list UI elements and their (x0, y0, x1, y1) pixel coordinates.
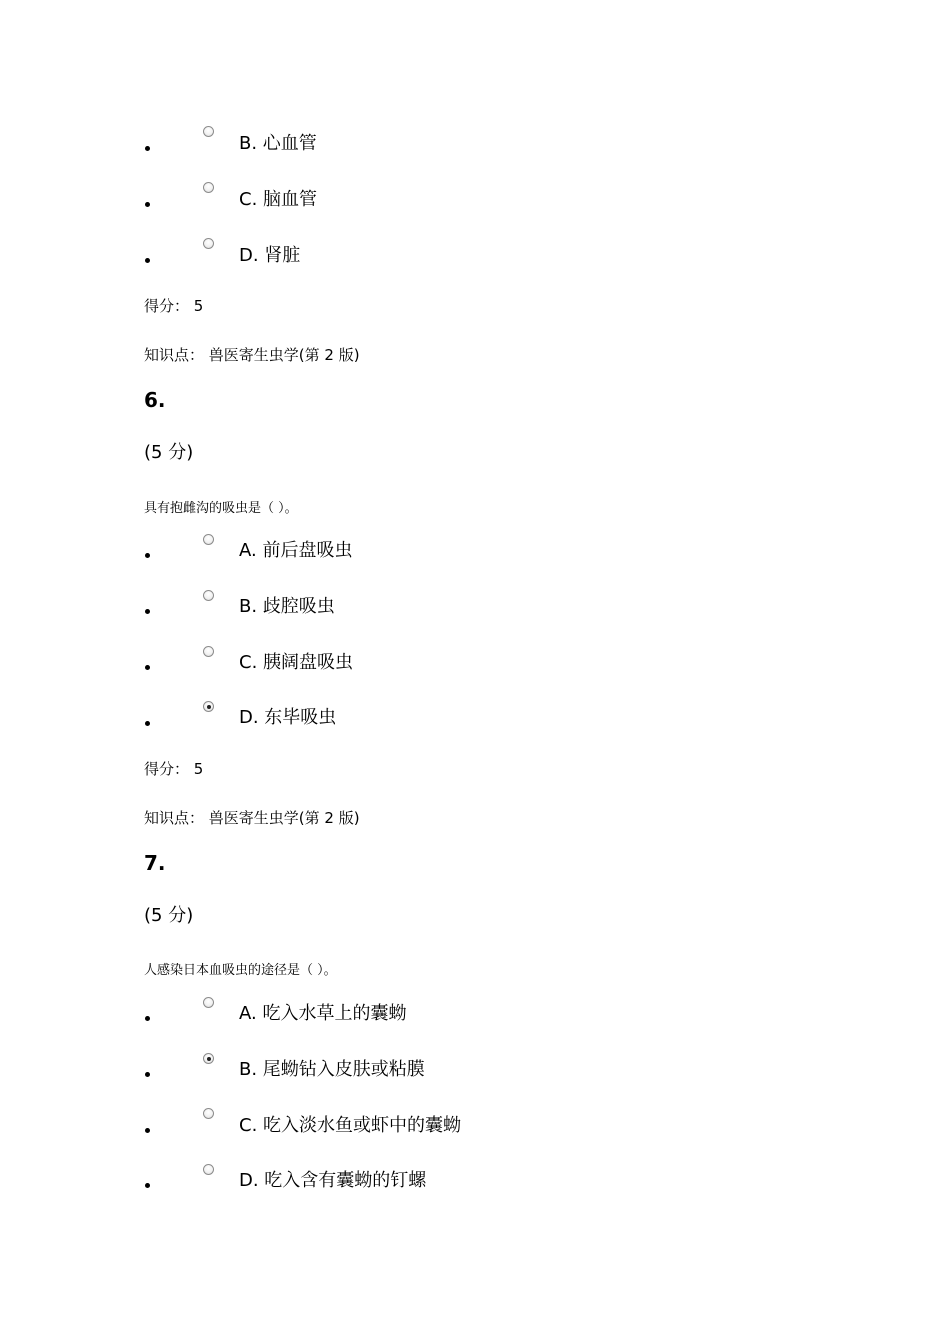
q5-option-b-label: B. 心血管 (239, 133, 317, 154)
list-bullet (145, 258, 150, 263)
q7-option-b-radio[interactable] (203, 1053, 214, 1064)
q6-option-d-label: D. 东毕吸虫 (239, 707, 337, 728)
list-bullet (145, 146, 150, 151)
q5-option-d-label: D. 肾脏 (239, 245, 301, 266)
q6-option-c-radio[interactable] (203, 646, 214, 657)
list-bullet (145, 1016, 150, 1021)
q5-option-c-radio[interactable] (203, 182, 214, 193)
q6-option-c-label: C. 胰阔盘吸虫 (239, 652, 354, 673)
q7-option-a-label: A. 吃入水草上的囊蚴 (239, 1003, 407, 1024)
q7-option-a-radio[interactable] (203, 997, 214, 1008)
list-bullet (145, 665, 150, 670)
list-bullet (145, 721, 150, 726)
q5-option-c-label: C. 脑血管 (239, 189, 318, 210)
q6-option-b-radio[interactable] (203, 590, 214, 601)
list-bullet (145, 1072, 150, 1077)
q6-knowledge-point: 知识点： 兽医寄生虫学(第 2 版) (144, 809, 360, 827)
q7-option-d-radio[interactable] (203, 1164, 214, 1175)
q6-option-a-radio[interactable] (203, 534, 214, 545)
q6-option-a-label: A. 前后盘吸虫 (239, 540, 353, 561)
q6-option-b-label: B. 歧腔吸虫 (239, 596, 335, 617)
q6-number: 6. (144, 388, 166, 412)
q6-points: (5 分) (144, 442, 194, 463)
list-bullet (145, 1128, 150, 1133)
list-bullet (145, 553, 150, 558)
q6-question-text: 具有抱雌沟的吸虫是（ ）。 (144, 501, 298, 516)
q7-points: (5 分) (144, 905, 194, 926)
q5-knowledge-point: 知识点： 兽医寄生虫学(第 2 版) (144, 346, 360, 364)
q7-option-c-radio[interactable] (203, 1108, 214, 1119)
q6-score: 得分： 5 (144, 760, 204, 778)
q5-score: 得分： 5 (144, 297, 204, 315)
q5-option-d-radio[interactable] (203, 238, 214, 249)
q7-option-b-label: B. 尾蚴钻入皮肤或粘膜 (239, 1059, 425, 1080)
list-bullet (145, 1183, 150, 1188)
q7-question-text: 人感染日本血吸虫的途径是（ ）。 (144, 963, 337, 978)
list-bullet (145, 609, 150, 614)
q7-number: 7. (144, 851, 166, 875)
q6-option-d-radio[interactable] (203, 701, 214, 712)
q5-option-b-radio[interactable] (203, 126, 214, 137)
q7-option-c-label: C. 吃入淡水鱼或虾中的囊蚴 (239, 1115, 462, 1136)
list-bullet (145, 202, 150, 207)
q7-option-d-label: D. 吃入含有囊蚴的钉螺 (239, 1170, 427, 1191)
